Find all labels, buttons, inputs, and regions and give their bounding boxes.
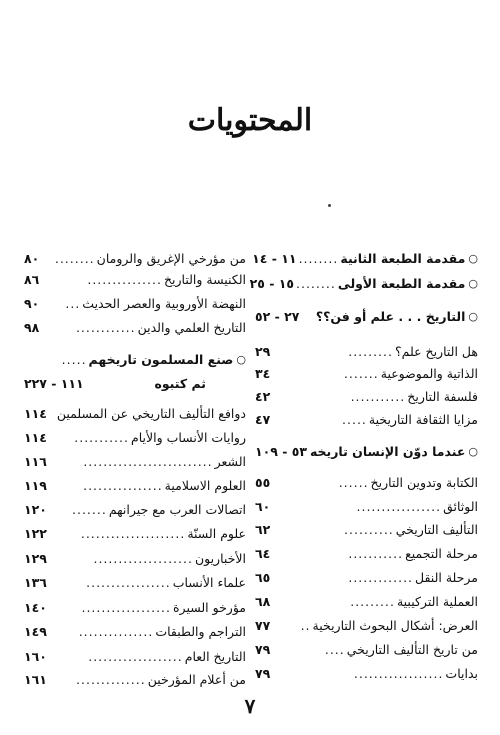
toc-page-ref: ١٢٩	[24, 550, 47, 566]
toc-entry	[255, 518, 478, 540]
toc-leader-dots: .....	[61, 351, 87, 367]
toc-page-ref: ٧٧	[255, 617, 271, 633]
toc-entry-title: عندما دوّن الإنسان تاريخه	[309, 443, 466, 459]
page-number: ٧	[244, 694, 256, 718]
toc-page-ref: ١٦٠	[24, 648, 47, 664]
toc-entry-title: علوم السنّة	[187, 525, 246, 541]
toc-page-ref: ١٦١	[24, 671, 47, 687]
toc-leader-dots: .................	[86, 574, 171, 590]
page-title: المحتويات	[187, 103, 313, 138]
toc-leader-dots: ..........	[344, 521, 394, 537]
toc-leader-dots: ....	[324, 641, 345, 657]
toc-entry	[255, 340, 478, 362]
toc-leader-dots: ....................	[93, 550, 193, 566]
toc-page-ref: ٩٠	[24, 295, 40, 311]
toc-entry-title: مقدمة الطبعة الأولى	[337, 275, 466, 291]
toc-entry	[24, 268, 246, 290]
toc-entry	[24, 292, 246, 314]
toc-entry-title: مؤرخو السيرة	[173, 599, 246, 615]
toc-leader-dots: ...........	[350, 388, 406, 404]
toc-page-ref: ٤٧	[255, 411, 271, 427]
toc-leader-dots: .................	[356, 498, 442, 514]
toc-entry-title: بدايات	[445, 665, 478, 681]
toc-page-ref: ١٤٠	[24, 599, 47, 615]
toc-entry-title: العملية التركيبية	[396, 593, 478, 609]
toc-leader-dots: ...............	[87, 271, 162, 287]
toc-entry	[24, 668, 246, 690]
toc-leader-dots: .....................	[80, 525, 186, 541]
toc-entry	[255, 408, 478, 430]
toc-page-ref: ٧٩	[255, 641, 271, 657]
toc-entry	[24, 372, 246, 394]
toc-entry-title: فلسفة التاريخ	[407, 388, 478, 404]
circle-bullet-icon: ○	[468, 251, 478, 265]
toc-entry	[249, 272, 478, 294]
toc-page-ref: ١٤٩	[24, 623, 47, 639]
toc-page-ref: ١١٤	[24, 405, 47, 421]
toc-entry	[24, 450, 246, 472]
toc-page-ref: ١٣٦	[24, 574, 47, 590]
toc-page-ref: ٣٤	[255, 365, 271, 381]
toc-entry-title: التأليف التاريخي	[395, 521, 478, 537]
toc-entry	[24, 474, 246, 496]
toc-leader-dots: ...	[65, 295, 81, 311]
toc-entry-title: من تاريخ التأليف التاريخي	[346, 641, 478, 657]
toc-entry	[24, 348, 246, 370]
toc-entry	[255, 440, 478, 462]
toc-entry-title: هل التاريخ علم؟	[394, 343, 478, 359]
toc-entry	[24, 645, 246, 667]
circle-bullet-icon: ○	[468, 309, 478, 323]
circle-bullet-icon: ○	[236, 352, 246, 366]
toc-page-ref: ١١ - ١٤	[252, 250, 297, 266]
toc-entry	[24, 426, 246, 448]
toc-entry-title: مرحلة التجميع	[405, 545, 478, 561]
toc-entry	[255, 495, 478, 517]
toc-leader-dots: .......	[343, 365, 379, 381]
toc-entry	[24, 402, 246, 424]
toc-entry-title: العلوم الاسلامية	[164, 477, 246, 493]
circle-bullet-icon: ○	[468, 276, 478, 290]
toc-page-ref: ٦٨	[255, 593, 271, 609]
toc-entry	[24, 620, 246, 642]
toc-leader-dots: ..............	[76, 671, 146, 687]
toc-leader-dots: ...................	[88, 648, 183, 664]
toc-entry	[255, 362, 478, 384]
toc-entry	[255, 385, 478, 407]
toc-leader-dots: ........	[54, 250, 95, 266]
toc-entry	[255, 566, 478, 588]
toc-page-ref: ٢٧ - ٥٢	[255, 308, 300, 324]
toc-leader-dots: ...............	[78, 623, 154, 639]
toc-page-ref: ٢٩	[255, 343, 271, 359]
toc-entry-title: من مؤرخي الإغريق والرومان	[96, 250, 246, 266]
toc-leader-dots: ...........	[348, 545, 404, 561]
toc-entry-title: الشعر	[214, 453, 246, 469]
toc-entry-title: الوثائق	[443, 498, 478, 514]
toc-entry	[255, 471, 478, 493]
toc-entry-title: التاريخ العلمي والدين	[137, 319, 246, 335]
toc-page-ref: ٤٢	[255, 388, 271, 404]
toc-entry-title: النهضة الأوروبية والعصر الحديث	[82, 295, 246, 311]
toc-leader-dots: ................	[83, 477, 163, 493]
toc-entry	[24, 571, 246, 593]
toc-entry	[24, 547, 246, 569]
toc-page-ref: ١١١ - ٢٢٧	[24, 375, 84, 391]
toc-entry-title: التراجم والطبقات	[155, 623, 246, 639]
toc-entry	[24, 522, 246, 544]
toc-page-ref: ٦٥	[255, 569, 271, 585]
toc-entry	[255, 614, 478, 636]
toc-leader-dots: .........	[348, 343, 393, 359]
toc-entry-title: الكتابة وتدوين التاريخ	[370, 474, 478, 490]
toc-leader-dots: .........	[350, 593, 395, 609]
decorative-dot	[328, 204, 331, 207]
toc-entry-title: التاريخ . . . علم أو فن؟؟	[315, 308, 466, 324]
toc-entry-title: دوافع التأليف التاريخي عن المسلمين	[56, 405, 246, 421]
toc-entry-title: روايات الأنساب والأيام	[130, 429, 246, 445]
toc-leader-dots: ......	[338, 474, 369, 490]
toc-page-ref: ٨٠	[24, 250, 40, 266]
circle-bullet-icon: ○	[468, 444, 478, 458]
toc-entry	[24, 498, 246, 520]
toc-page-ref: ٥٥	[255, 474, 271, 490]
toc-entry-title: الكنيسة والتاريخ	[163, 271, 246, 287]
toc-page-ref: ١٥ - ٢٥	[249, 275, 295, 291]
toc-entry-title: اتصالات العرب مع جيرانهم	[108, 501, 246, 517]
toc-entry	[255, 590, 478, 612]
toc-entry-title: مرحلة النقل	[415, 569, 478, 585]
toc-leader-dots: ..	[300, 617, 311, 633]
toc-entry	[24, 316, 246, 338]
toc-entry-title: علماء الأنساب	[172, 574, 246, 590]
toc-leader-dots: ...........	[74, 429, 129, 445]
toc-leader-dots: ..................	[353, 665, 444, 681]
toc-page-ref: ٦٢	[255, 521, 271, 537]
toc-entry	[24, 596, 246, 618]
toc-page-ref: ٨٦	[24, 271, 40, 287]
toc-leader-dots: ............	[75, 319, 136, 335]
toc-page-ref: ١١٤	[24, 429, 47, 445]
toc-leader-dots: ........	[296, 275, 336, 291]
toc-page-ref: ٦٠	[255, 498, 271, 514]
toc-page-ref: ١٢٠	[24, 501, 47, 517]
toc-entry-title: الأخباريون	[194, 550, 246, 566]
toc-entry-title: الذاتية والموضوعية	[380, 365, 478, 381]
toc-entry-title: مقدمة الطبعة الثانية	[340, 250, 466, 266]
toc-leader-dots: .......	[72, 501, 107, 517]
toc-leader-dots: ..........................	[83, 453, 213, 469]
toc-page-ref: ٥٣ - ١٠٩	[255, 443, 308, 459]
toc-entry-title: التاريخ العام	[184, 648, 246, 664]
toc-page-ref: ٧٩	[255, 665, 271, 681]
toc-page-ref: ١١٩	[24, 477, 47, 493]
toc-entry	[255, 305, 478, 327]
toc-leader-dots: .............	[348, 569, 414, 585]
toc-entry	[255, 638, 478, 660]
toc-entry-title: العرض: أشكال البحوث التاريخية	[312, 617, 478, 633]
toc-entry	[24, 247, 246, 269]
toc-leader-dots: ..................	[81, 599, 171, 615]
toc-leader-dots: ........	[298, 250, 339, 266]
toc-entry-title: صنع المسلمون تاريخهم	[88, 351, 234, 367]
toc-entry	[255, 662, 478, 684]
toc-entry	[255, 542, 478, 564]
toc-entry-title: من أعلام المؤرخين	[147, 671, 246, 687]
toc-page-ref: ١٢٢	[24, 525, 47, 541]
toc-entry-title: مزايا الثقافة التاريخية	[368, 411, 478, 427]
toc-page-ref: ١١٦	[24, 453, 47, 469]
toc-leader-dots: .....	[342, 411, 367, 427]
toc-page-ref: ٩٨	[24, 319, 40, 335]
toc-page-ref: ٦٤	[255, 545, 271, 561]
toc-entry	[252, 247, 478, 269]
toc-entry-title: ثم كتبوه	[154, 375, 206, 391]
